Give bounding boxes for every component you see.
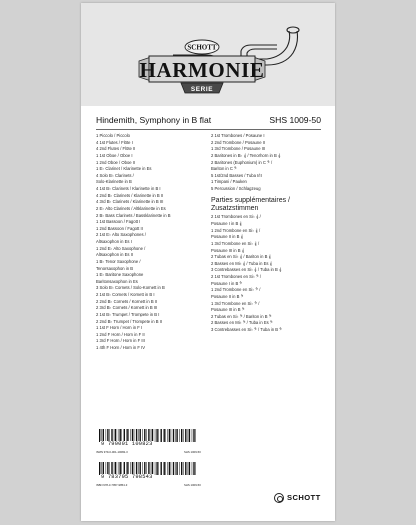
barcode-bar [179, 429, 180, 442]
part-entry: Posaune III in B 𝄢 [211, 307, 245, 313]
supplementary-title: Parties supplémentaires / Zusatzstimmen [211, 196, 290, 213]
part-entry: 1 2nd E♭ Alto Saxophone / [96, 245, 146, 251]
part-entry: 1 1st Bassoon / Fagott I [96, 219, 141, 225]
barcode-bar [175, 462, 176, 475]
part-entry: 1 3rd Trombone en Si♭ 𝄞 / [211, 240, 260, 246]
part-entry: 4 2nd Flutes / Flöte II [96, 146, 136, 152]
barcode-bar [181, 462, 182, 475]
parts-list-left [96, 133, 200, 352]
part-entry: 5 1st/2nd Basses / Tuba I/II [211, 172, 262, 178]
part-entry: 1 E♭ Baritone Saxophone [96, 272, 144, 278]
part-entry: 4 3rd B♭ Clarinets / Klarinette in B III [96, 199, 164, 205]
part-entry: Posaune II in B 𝄞 [211, 234, 244, 240]
barcode-bar [158, 429, 159, 442]
schott-publisher-logo: SCHOTT [274, 493, 322, 505]
part-entry: 1 3rd Trombone en Si♭ 𝄢 / [211, 300, 260, 306]
barcode-bar [171, 462, 172, 475]
title-row [96, 113, 321, 130]
part-entry: 2 3rd B♭ Cornets / Kornett in B III [96, 305, 158, 311]
work-title: Hindemith, Symphony in B flat [96, 115, 212, 125]
barcode-bar [167, 462, 168, 475]
barcode-bar [158, 462, 159, 475]
part-entry: 1 Piccolo / Piccolo [96, 133, 130, 138]
svg-text:SCHOTT: SCHOTT [187, 43, 217, 52]
barcode-bar [161, 429, 162, 442]
part-entry: Posaune III in B 𝄞 [211, 247, 245, 253]
barcode-bar [179, 462, 180, 475]
barcode-info-row: ISMN 979-0-001-10082-3 SHS 1009-50 [96, 450, 201, 454]
barcode-bar [189, 462, 190, 475]
barcode-bar [181, 429, 182, 442]
barcode-bar [175, 429, 176, 442]
barcode-bar [156, 429, 157, 442]
barcode-bar [169, 429, 170, 442]
barcode-bar [192, 462, 193, 475]
part-entry: Solo-Klarinette in B [96, 179, 132, 185]
part-entry: 1 3rd Trombone / Posaune III [211, 146, 266, 152]
part-entry: 2 1st Trombones / Posaune I [211, 133, 265, 138]
barcode-bar [183, 462, 184, 475]
barcode-digits: 9 783795 798543 [101, 474, 153, 480]
part-entry: 1 1st F Horn / Horn in F I [96, 325, 143, 331]
barcode-bar [193, 462, 194, 475]
part-entry: 1 3rd F Horn / Horn in F III [96, 338, 145, 344]
barcode-bar [173, 462, 174, 475]
part-entry: 1 2nd Oboe / Oboe II [96, 159, 136, 165]
part-entry: 2 Tubas en Si♭ 𝄞 / Bariton in B 𝄞 [211, 254, 271, 260]
barcode-bar [195, 429, 196, 442]
parts-list-right-main [211, 133, 323, 193]
part-entry: Posaune II in B 𝄢 [211, 293, 244, 299]
part-entry: 1 1st Oboe / Oboe I [96, 152, 133, 158]
part-entry: 2 Basses en Mi♭ 𝄢 / Tuba in Es 𝄢 [211, 320, 273, 326]
parts-list-page [81, 3, 335, 521]
barcode-bar [176, 429, 177, 442]
part-entry: 1 E♭ Clarinet / Klarinette in Es [96, 166, 152, 172]
barcode-bar [164, 429, 165, 442]
supplementary-list [211, 214, 323, 333]
barcode-info-row: ISBN 978-3-7957-9854-3 SHS 1009-50 [96, 483, 201, 487]
part-entry: 1 2nd Bassoon / Fagott II [96, 225, 143, 231]
part-entry: 4 1st B♭ Clarinets / Klarinette in B I [96, 186, 161, 191]
part-entry: 2 1st B♭ Trumpet / Trompete in B I [96, 311, 160, 317]
part-entry: 1 B♭ Tenor Saxophone / [96, 258, 141, 264]
part-entry: 2 2nd B♭ Cornets / Kornett in B II [96, 298, 158, 304]
part-entry: 2 2nd B♭ Trumpet / Trompete in B II [96, 318, 162, 324]
part-entry: 5 Percussion / Schlagzeug [211, 186, 261, 191]
part-entry: 1 2nd Trombone en Si♭ 𝄢 / [211, 287, 261, 293]
part-entry: 2 2nd Trombone / Posaune II [211, 139, 266, 145]
barcode-bar [164, 462, 165, 475]
part-entry: 2 Tubas en Si♭ 𝄢 / Bariton in B 𝄢 [211, 313, 272, 319]
part-entry: 4 2nd B♭ Clarinets / Klarinette in B II [96, 192, 164, 198]
svg-text:HARMONIE: HARMONIE [139, 58, 265, 82]
part-entry: Baritonsaxophon in Es [96, 278, 138, 284]
barcode-bar [161, 462, 162, 475]
part-entry: Altsaxophon in Es I [96, 239, 132, 244]
catalog-number: SHS 1009-50 [269, 115, 321, 125]
barcode-bar [176, 462, 177, 475]
barcode-bar [163, 462, 164, 475]
barcode-bar [169, 462, 170, 475]
part-entry: 2 E♭ Alto Clarinets / Altklarinette in Es [96, 205, 166, 211]
part-entry: 4 1st Flutes / Flöte I [96, 139, 133, 145]
part-entry: 2 1st E♭ Alto Saxophones / [96, 232, 146, 238]
part-entry: 3 Contrebasses en Si♭ 𝄞 / Tuba in B 𝄞 [211, 267, 282, 273]
barcode-bar [188, 429, 189, 442]
barcode-bar [185, 462, 186, 475]
barcode-digits: 9 790001 100823 [101, 441, 153, 447]
part-entry: 2 Baritones (Euphonium) in C 𝄢 / [211, 159, 273, 165]
barcode-bar [193, 429, 194, 442]
part-entry: 2 1st Trombones en Si♭ 𝄞 / [211, 214, 261, 220]
barcode-bar [173, 429, 174, 442]
barcode-bar [171, 429, 172, 442]
barcode-bar [188, 462, 189, 475]
part-entry: 2 B♭ Bass Clarinets / Bassklarinette in B [96, 212, 171, 218]
part-entry: 2 1st Trombones en Si♭ 𝄢 / [211, 274, 262, 280]
barcode-bar [192, 429, 193, 442]
part-entry: Posaune I in B 𝄢 [211, 280, 243, 286]
barcode-ismn [96, 428, 200, 448]
svg-text:SERIE: SERIE [190, 86, 214, 93]
part-entry: Tenorsaxophon in B [96, 265, 134, 271]
part-entry: Bariton in C 𝄢 [211, 166, 237, 172]
part-entry: 1 2nd F Horn / Horn in F II [96, 331, 145, 337]
barcode-bar [163, 429, 164, 442]
schott-circle-icon [274, 493, 284, 503]
parts-list-right [211, 133, 323, 334]
barcode-bar [189, 429, 190, 442]
part-entry: 2 Baritones in B♭ 𝄞 / Tenorhorn in B 𝄞 [211, 152, 281, 158]
part-entry: Posaune I in B 𝄞 [211, 221, 242, 227]
barcode-bar [156, 462, 157, 475]
barcode-bar [183, 429, 184, 442]
part-entry: 2 Basses en Mi♭ 𝄞 / Tuba in Es 𝄞 [211, 260, 273, 266]
part-entry: 3 Contrebasses en Si♭ 𝄢 / Tuba in B 𝄢 [211, 327, 282, 333]
barcode-isbn [96, 461, 200, 481]
part-entry: 1 4th F Horn / Horn in F IV [96, 345, 146, 350]
harmonie-serie-logo [81, 3, 335, 106]
barcode-bar [185, 429, 186, 442]
part-entry: 4 Solo B♭ Clarinets / [96, 172, 134, 178]
part-entry: Altsaxophon in Es II [96, 252, 134, 258]
part-entry: 1 2nd Trombone en Si♭ 𝄞 / [211, 227, 261, 233]
barcode-bar [155, 462, 156, 475]
barcode-bar [195, 462, 196, 475]
part-entry: 1 Timpani / Pauken [211, 179, 247, 185]
part-entry: 2 1st B♭ Cornets / Kornett in B I [96, 292, 155, 297]
barcode-bar [167, 429, 168, 442]
part-entry: 3 Solo B♭ Cornets / Solo-Kornett in B [96, 285, 165, 291]
barcode-bar [155, 429, 156, 442]
